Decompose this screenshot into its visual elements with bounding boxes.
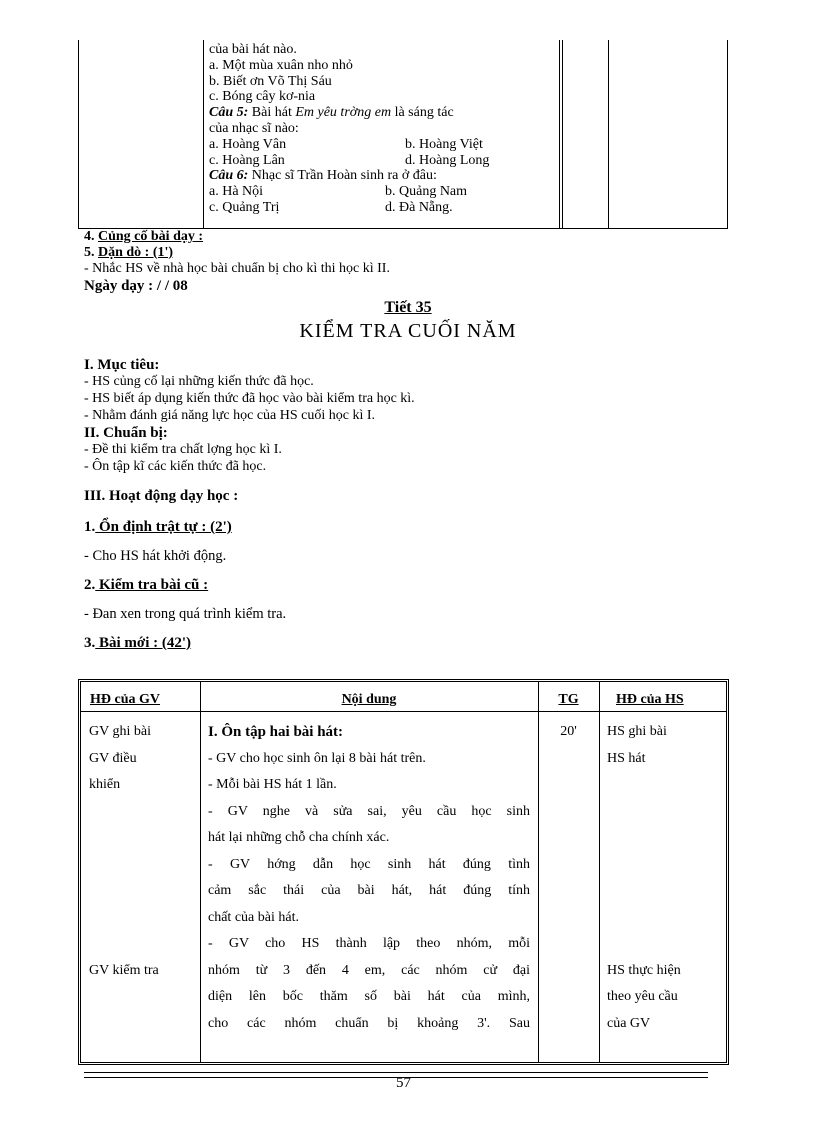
question-5-label: Câu 5:: [209, 105, 249, 121]
song-title: Em yêu trờng em: [295, 105, 392, 121]
question-6: Câu 6: Nhạc sĩ Trần Hoàn sinh ra ở đâu:: [209, 168, 437, 184]
step-1-text: - Cho HS hát khởi động.: [84, 548, 227, 564]
question-5-cont: của nhạc sĩ nào:: [209, 120, 299, 136]
date-line: Ngày dạy : / / 08: [84, 278, 188, 294]
page-number: 57: [396, 1075, 411, 1091]
table-header-hs: HĐ của HS: [616, 692, 684, 707]
top-table-content: [209, 42, 559, 216]
step-3-heading: 3. Bài mới : (42'): [84, 635, 192, 651]
gv-activity-column: GV ghi bài GV điều khiển GV kiểm tra: [89, 724, 159, 978]
table-header-content: Nội dung: [341, 692, 397, 707]
preparation-heading: II. Chuẩn bị:: [84, 425, 168, 441]
footer-rule: [84, 1072, 708, 1073]
answer-row: a. Hà Nội b. Quảng Nam: [209, 184, 468, 200]
step-1-heading: 1. Ổn định trật tự : (2'): [84, 519, 232, 535]
section-5-text: - Nhắc HS về nhà học bài chuẩn bị cho kì thi học kì II.: [84, 261, 390, 276]
content-column: I. Ôn tập hai bài hát: - GV cho học sinh ôn lại 8 bài hát trên. - Mỗi bài HS hát 1 lần. - GV nghe và sửa sai, yêu cầu học sinh hát lại những chỗ cha chính xác. - GV hớng dẫn học sinh hát đúng tình cảm sắc thái của bài hát, hát đúng tính chất của bài hát. - GV cho HS thành lập theo nhóm, mỗi nhóm từ 3 đến 4 em, các nhóm cử đại diện lên bốc thăm số bài hát của mình, cho các nhóm chuẩn bị khoảng 3'. Sau: [208, 719, 530, 1037]
top-line: b. Biết ơn Võ Thị Sáu: [209, 73, 332, 89]
answer-row: c. Hoàng Lân d. Hoàng Long: [209, 152, 490, 168]
objective-item: - HS củng cố lại những kiến thức đã học.: [84, 374, 314, 389]
lesson-number: Tiết 35: [384, 299, 432, 316]
objective-item: - Nhằm đánh giá năng lực học của HS cuối học kì I.: [84, 408, 376, 423]
top-table-divider-double: [559, 40, 563, 229]
content-heading: I. Ôn tập hai bài hát:: [208, 724, 344, 740]
activities-heading: III. Hoạt động dạy học :: [84, 488, 239, 504]
preparation-item: - Đề thi kiểm tra chất lợng học kì I.: [84, 442, 282, 457]
table-header-divider: [81, 711, 726, 712]
top-line: a. Một mùa xuân nho nhỏ: [209, 57, 353, 73]
question-5: Câu 5: Bài hát Em yêu trờng em là sáng tác: [209, 105, 454, 121]
step-2-heading: 2. Kiểm tra bài cũ :: [84, 577, 209, 593]
top-line: của bài hát nào.: [209, 42, 297, 57]
table-header-tg: TG: [558, 692, 579, 707]
section-4-heading: 4. Củng cố bài dạy :: [84, 229, 204, 244]
table-column-divider: [599, 682, 600, 1062]
question-6-label: Câu 6:: [209, 168, 249, 184]
answer-row: c. Quảng Trị d. Đà Nẵng.: [209, 199, 453, 215]
time-cell: 20': [560, 724, 577, 739]
section-5-heading: 5. Dặn dò : (1'): [84, 245, 174, 260]
top-table-divider: [608, 40, 609, 229]
table-header-gv: HĐ của GV: [90, 692, 160, 707]
page-title: KIỂM TRA CUỐI NĂM: [299, 320, 517, 342]
step-2-text: - Đan xen trong quá trình kiểm tra.: [84, 606, 287, 622]
objectives-heading: I. Mục tiêu:: [84, 357, 160, 373]
hs-activity-column: HS ghi bài HS hát HS thực hiện theo yêu cầu của GV: [607, 724, 681, 1031]
objective-item: - HS biết áp dụng kiến thức đã học vào bài kiểm tra học kì.: [84, 391, 415, 406]
top-table-divider: [203, 40, 204, 229]
table-column-divider: [200, 682, 201, 1062]
preparation-item: - Ôn tập kĩ các kiến thức đã học.: [84, 459, 267, 474]
top-line: c. Bóng cây kơ-nia: [209, 89, 316, 105]
answer-row: a. Hoàng Vân b. Hoàng Việt: [209, 136, 483, 152]
